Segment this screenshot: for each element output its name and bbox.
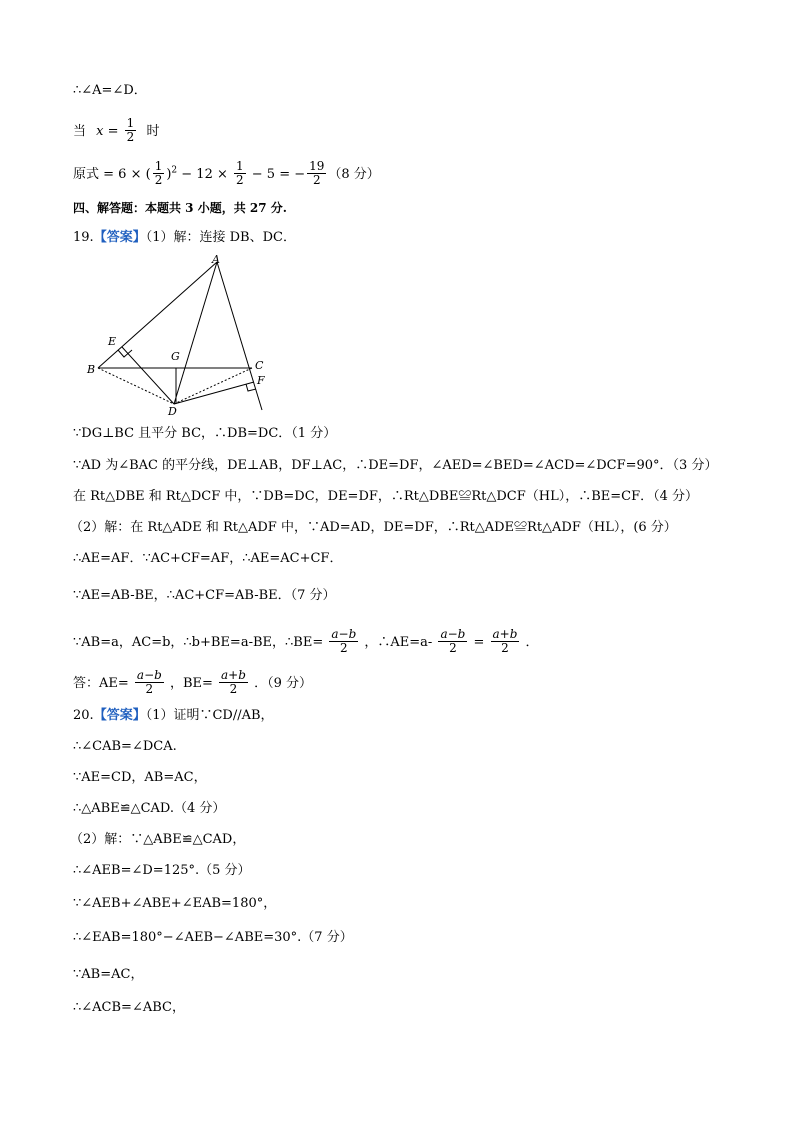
text-line: ∵DG⊥BC 且平分 BC，∴DB=DC．（1 分） (73, 426, 337, 441)
text: 答：AE= (73, 676, 129, 691)
text-line: ∵∠AEB+∠ABE+∠EAB=180°， (73, 896, 277, 911)
label-a: A (212, 253, 220, 266)
text: − 12 × (177, 167, 232, 182)
segment-ad (174, 262, 217, 404)
text: = 6 × ( (99, 167, 151, 182)
fraction: $\frac{a-b}{2}$ (331, 627, 357, 655)
text-line: ∴∠CAB=∠DCA. (73, 739, 177, 754)
text-line: （2）解：∵△ABE≌△CAD， (70, 832, 246, 847)
geometry-figure (82, 250, 282, 420)
fraction: $\frac{1}{2}$ (126, 116, 135, 144)
text: ∵AB=a，AC=b，∴b+BE=a-BE，∴BE= (73, 635, 324, 650)
section-heading: 四、解答题：本题共 3 小题，共 27 分. (73, 201, 287, 215)
text-line: ∵AE=CD，AB=AC， (73, 770, 207, 785)
fraction: $\frac{a-b}{2}$ (440, 627, 466, 655)
fraction: $\frac{1}{2}$ (236, 159, 244, 187)
text-line: （2）解：在 Rt△ADE 和 Rt△ADF 中，∵AD=AD，DE=DF，∴Rt△ADE≌Rt△ADF（HL），(6 分） (70, 520, 677, 535)
fraction: $\frac{1}{2}$ (154, 159, 163, 187)
answer-tag: 【答案】 (93, 230, 146, 245)
question-line (73, 707, 274, 725)
question-line (73, 229, 296, 247)
segment-af (217, 262, 262, 410)
text-line (73, 161, 380, 188)
text-line: ∴∠A=∠D． (73, 83, 147, 98)
text: （8 分） (328, 167, 380, 182)
text: ) (166, 167, 172, 182)
text-line: ∴∠AEB=∠D=125°.（5 分） (73, 863, 251, 878)
label-g: G (171, 350, 180, 363)
text: ． (525, 635, 539, 650)
text: ．（9 分） (254, 676, 312, 691)
math-var: x (96, 124, 104, 139)
text-line: ∴AE=AF．∵AC+CF=AF，∴AE=AC+CF． (73, 551, 343, 566)
text: ，∴AE=a- (364, 635, 433, 650)
text-line: ∴∠EAB=180°−∠AEB−∠ABE=30°.（7 分） (73, 930, 353, 945)
text-line: ∵AE=AB-BE，∴AC+CF=AB-BE．（7 分） (73, 588, 336, 603)
text-line (73, 670, 312, 697)
fraction: $\frac{a-b}{2}$ (136, 668, 162, 696)
text-line: ∵AB=AC， (73, 967, 144, 982)
segment-ed (122, 347, 174, 404)
text-line: ∴△ABE≌△CAD.（4 分） (73, 801, 226, 816)
label-f: F (257, 374, 265, 387)
text: = (469, 635, 489, 650)
fraction: $\frac{a+b}{2}$ (492, 627, 518, 655)
label-b: B (87, 363, 96, 376)
fraction: $\frac{19}{2}$ (309, 159, 325, 187)
text-line (73, 118, 159, 145)
answer-tag: 【答案】 (93, 708, 146, 723)
label-c: C (255, 359, 264, 372)
question-number: 20. (73, 708, 94, 723)
segment-db-dotted (98, 368, 174, 404)
text: − 5 = − (247, 167, 306, 182)
text-line: ∴∠ACB=∠ABC， (73, 1000, 185, 1015)
text: = (103, 124, 123, 139)
text-line: ∵AD 为∠BAC 的平分线，DE⊥AB，DF⊥AC，∴DE=DF，∠AED=∠BED=∠ACD=∠DCF=90°．（3 分） (73, 458, 718, 473)
text-line (73, 629, 539, 656)
text: （1）解：连接 DB、DC． (145, 230, 296, 245)
question-number: 19. (73, 230, 94, 245)
text: 当 (73, 124, 87, 139)
label-e: E (108, 335, 117, 348)
fraction: $\frac{a+b}{2}$ (221, 668, 246, 696)
text-line: 在 Rt△DBE 和 Rt△DCF 中，∵DB=DC，DE=DF，∴Rt△DBE≌Rt△DCF（HL），∴BE=CF．（4 分） (73, 489, 699, 504)
text: （1）证明∵CD//AB， (145, 708, 274, 723)
segment-ab (98, 262, 217, 368)
exponent: 2 (171, 165, 178, 176)
label-d: D (168, 405, 177, 418)
text: 时 (146, 124, 160, 139)
text: 原式 (73, 167, 100, 182)
text: ，BE= (169, 676, 213, 691)
